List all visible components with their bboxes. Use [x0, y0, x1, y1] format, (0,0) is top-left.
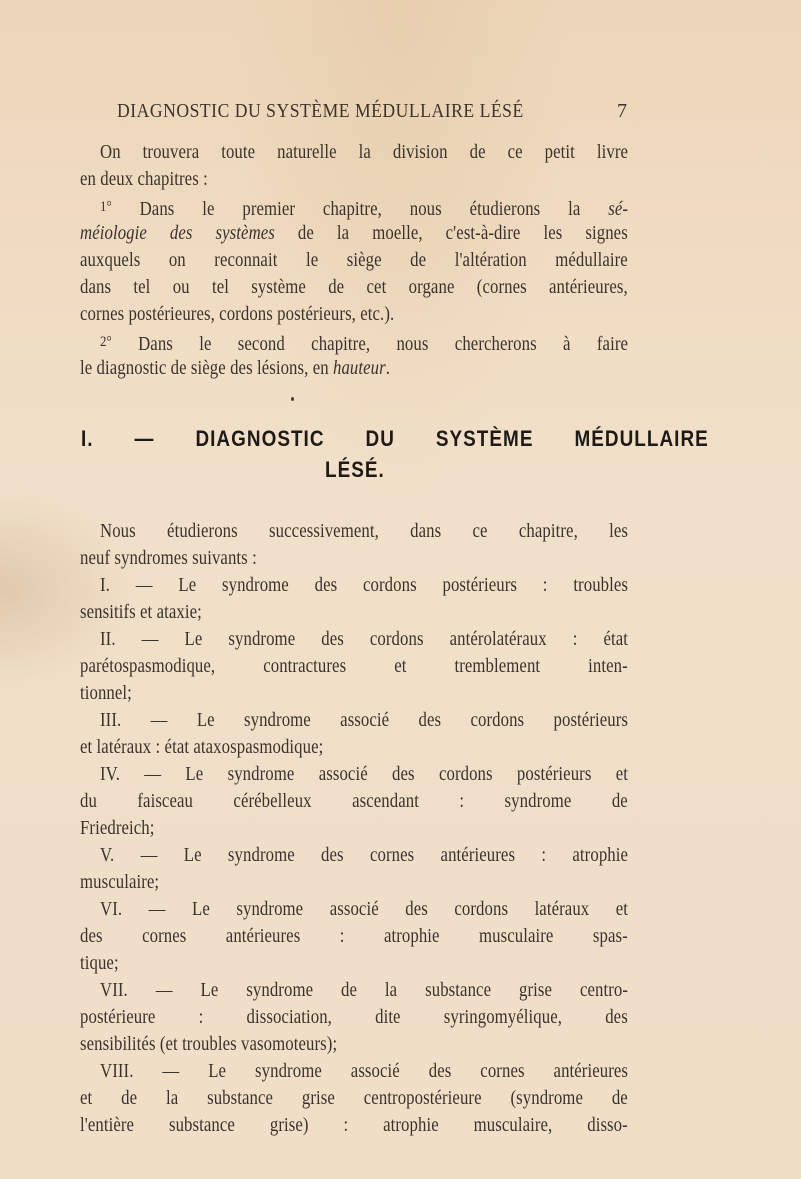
syndrome-6-line: VI. — Le syndrome associé des cordons latéraux et — [100, 899, 629, 920]
paragraph-line: On trouvera toute naturelle la division de ce petit livre — [100, 142, 629, 163]
text-run: de la moelle, c'est-à-dire les signes — [274, 223, 628, 244]
chapter-item-2-line — [80, 356, 551, 382]
italic-run: méiologie des systèmes — [80, 223, 275, 244]
chapter-item-1-line: cornes postérieures, cordons postérieurs, etc.). — [80, 304, 395, 325]
syndrome-7-line: VII. — Le syndrome de la substance grise centro- — [100, 980, 629, 1001]
syndrome-4-line: du faisceau cérébelleux ascendant : syndrome de — [80, 791, 628, 812]
chapter-item-2-line — [100, 329, 628, 358]
section-heading-line-2: LÉSÉ. — [325, 457, 385, 482]
syndrome-7-line: postérieure : dissociation, dite syringomyélique, des — [80, 1007, 628, 1028]
syndrome-8-line: VIII. — Le syndrome associé des cornes antérieures — [100, 1061, 629, 1082]
syndrome-5-line: V. — Le syndrome des cornes antérieures : atrophie — [100, 845, 629, 866]
syndrome-6-line: des cornes antérieures : atrophie musculaire spas- — [80, 926, 628, 947]
syndrome-1-line: I. — Le syndrome des cordons postérieurs : troubles — [100, 575, 629, 596]
chapter-marker: 1° — [100, 199, 112, 215]
syndrome-8-line: l'entière substance grise) : atrophie musculaire, disso- — [80, 1115, 628, 1136]
italic-run: hauteur — [332, 358, 386, 379]
page-number: 7 — [617, 100, 627, 122]
syndrome-6-line: tique; — [80, 953, 119, 974]
syndrome-3-line: et latéraux : état ataxospasmodique; — [80, 737, 324, 758]
text-run: . — [385, 358, 391, 379]
ink-speck — [291, 397, 294, 401]
paragraph-line: en deux chapitres : — [80, 169, 208, 190]
syndrome-8-line: et de la substance grise centropostérieure (syndrome de — [80, 1088, 628, 1109]
paragraph-line: Nous étudierons successivement, dans ce chapitre, les — [100, 521, 629, 542]
syndrome-2-line: II. — Le syndrome des cordons antérolatéraux : état — [100, 629, 629, 650]
paragraph-line: neuf syndromes suivants : — [80, 548, 257, 569]
chapter-item-1-line — [100, 194, 628, 223]
chapter-item-1-line — [80, 221, 628, 247]
running-head-title: DIAGNOSTIC DU SYSTÈME MÉDULLAIRE LÉSÉ — [117, 100, 524, 122]
chapter-marker: 2° — [100, 334, 112, 350]
text-run: Dans le second chapitre, nous chercherons à faire — [138, 334, 629, 355]
syndrome-7-line: sensibilités (et troubles vasomoteurs); — [80, 1034, 338, 1055]
syndrome-5-line: musculaire; — [80, 872, 160, 893]
text-run: Dans le premier chapitre, nous étudierons la — [139, 199, 609, 220]
chapter-item-1-line: dans tel ou tel système de cet organe (cornes antérieures, — [80, 277, 628, 298]
section-heading-line-1: I. — DIAGNOSTIC DU SYSTÈME MÉDULLAIRE — [81, 426, 709, 451]
italic-run: sé- — [608, 199, 629, 220]
syndrome-1-line: sensitifs et ataxie; — [80, 602, 202, 623]
syndrome-4-line: Friedreich; — [80, 818, 155, 839]
chapter-item-1-line: auxquels on reconnait le siège de l'altération médullaire — [80, 250, 628, 271]
syndrome-2-line: tionnel; — [80, 683, 132, 704]
text-run: le diagnostic de siège des lésions, en — [80, 358, 333, 379]
syndrome-4-line: IV. — Le syndrome associé des cordons postérieurs et — [100, 764, 629, 785]
syndrome-3-line: III. — Le syndrome associé des cordons postérieurs — [100, 710, 629, 731]
syndrome-2-line: parétospasmodique, contractures et tremblement inten- — [80, 656, 628, 677]
